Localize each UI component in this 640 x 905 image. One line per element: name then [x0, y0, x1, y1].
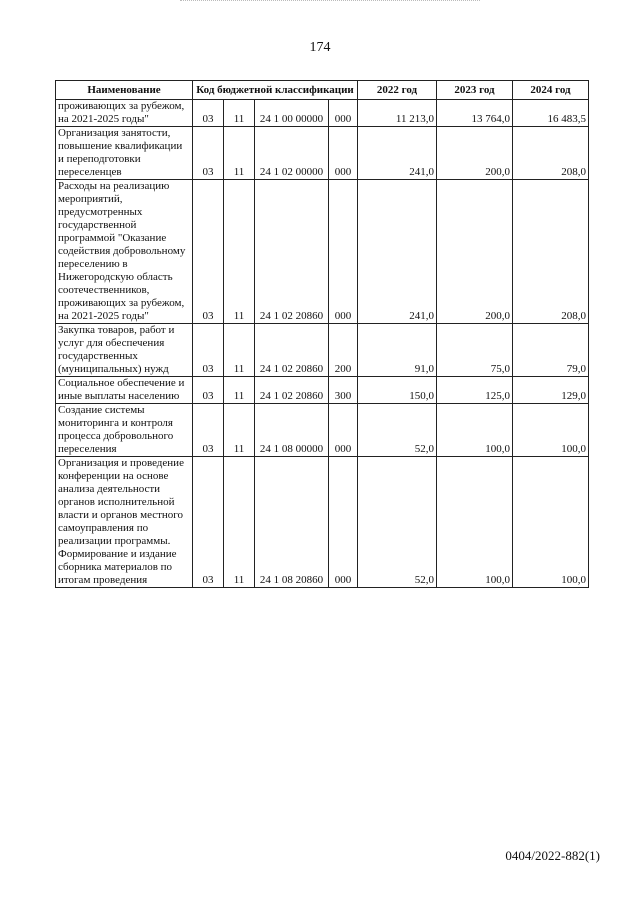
row-value-2023: 125,0: [437, 377, 513, 404]
row-value-2024: 100,0: [513, 457, 589, 588]
row-subsection: 11: [224, 404, 255, 457]
row-value-2022: 52,0: [358, 457, 437, 588]
table-row: [56, 377, 589, 404]
table-row: [56, 127, 589, 180]
table-row: [56, 404, 589, 457]
row-value-2022: 11 213,0: [358, 100, 437, 127]
table-row: [56, 180, 589, 324]
table-header-row: [56, 81, 589, 100]
row-value-2024: 79,0: [513, 324, 589, 377]
row-section: 03: [193, 377, 224, 404]
table-row: [56, 457, 589, 588]
row-expense-type: 000: [329, 180, 358, 324]
row-section: 03: [193, 127, 224, 180]
row-subsection: 11: [224, 180, 255, 324]
row-target-code: 24 1 02 00000: [255, 127, 329, 180]
row-value-2023: 13 764,0: [437, 100, 513, 127]
row-name: Создание системы мониторинга и контроля процесса добровольного переселения: [56, 404, 193, 457]
header-2023: 2023 год: [437, 81, 513, 100]
row-value-2023: 200,0: [437, 127, 513, 180]
row-target-code: 24 1 02 20860: [255, 324, 329, 377]
row-value-2024: 208,0: [513, 127, 589, 180]
row-name: Социальное обеспечение и иные выплаты населению: [56, 377, 193, 404]
scan-edge-mark: [180, 0, 480, 3]
row-target-code: 24 1 00 00000: [255, 100, 329, 127]
row-subsection: 11: [224, 324, 255, 377]
budget-table: [55, 80, 589, 588]
row-section: 03: [193, 404, 224, 457]
row-expense-type: 000: [329, 127, 358, 180]
document-number: 0404/2022-882(1): [505, 848, 600, 863]
row-value-2023: 100,0: [437, 457, 513, 588]
header-2024: 2024 год: [513, 81, 589, 100]
row-value-2022: 241,0: [358, 127, 437, 180]
row-target-code: 24 1 02 20860: [255, 180, 329, 324]
row-value-2022: 52,0: [358, 404, 437, 457]
header-name: Наименование: [56, 81, 193, 100]
row-expense-type: 000: [329, 457, 358, 588]
row-value-2022: 241,0: [358, 180, 437, 324]
row-name: Организация занятости, повышение квалификации и переподготовки переселенцев: [56, 127, 193, 180]
row-section: 03: [193, 457, 224, 588]
row-value-2023: 200,0: [437, 180, 513, 324]
row-subsection: 11: [224, 127, 255, 180]
row-target-code: 24 1 08 20860: [255, 457, 329, 588]
row-name: Организация и проведение конференции на основе анализа деятельности органов исполнительной власти и органов местного самоуправления по реализации программы. Формирование и издание сборника материалов по итогам проведения: [56, 457, 193, 588]
page-number: 174: [309, 40, 331, 55]
row-subsection: 11: [224, 377, 255, 404]
row-value-2022: 91,0: [358, 324, 437, 377]
row-value-2024: 129,0: [513, 377, 589, 404]
row-value-2024: 16 483,5: [513, 100, 589, 127]
row-name: проживающих за рубежом, на 2021-2025 годы": [56, 100, 193, 127]
row-value-2023: 100,0: [437, 404, 513, 457]
row-value-2024: 100,0: [513, 404, 589, 457]
row-value-2023: 75,0: [437, 324, 513, 377]
row-value-2022: 150,0: [358, 377, 437, 404]
row-target-code: 24 1 02 20860: [255, 377, 329, 404]
row-value-2024: 208,0: [513, 180, 589, 324]
row-expense-type: 000: [329, 100, 358, 127]
row-expense-type: 300: [329, 377, 358, 404]
header-code: Код бюджетной классификации: [193, 81, 358, 100]
header-2022: 2022 год: [358, 81, 437, 100]
row-subsection: 11: [224, 457, 255, 588]
table-row: [56, 100, 589, 127]
row-name: Расходы на реализацию мероприятий, предусмотренных государственной программой "Оказание содействия добровольному переселению в Нижегородскую область соотечественников, проживающих за рубежом, на 2021-2025 годы": [56, 180, 193, 324]
row-target-code: 24 1 08 00000: [255, 404, 329, 457]
row-expense-type: 200: [329, 324, 358, 377]
row-section: 03: [193, 324, 224, 377]
row-section: 03: [193, 180, 224, 324]
table-row: [56, 324, 589, 377]
row-name: Закупка товаров, работ и услуг для обеспечения государственных (муниципальных) нужд: [56, 324, 193, 377]
row-subsection: 11: [224, 100, 255, 127]
row-section: 03: [193, 100, 224, 127]
row-expense-type: 000: [329, 404, 358, 457]
